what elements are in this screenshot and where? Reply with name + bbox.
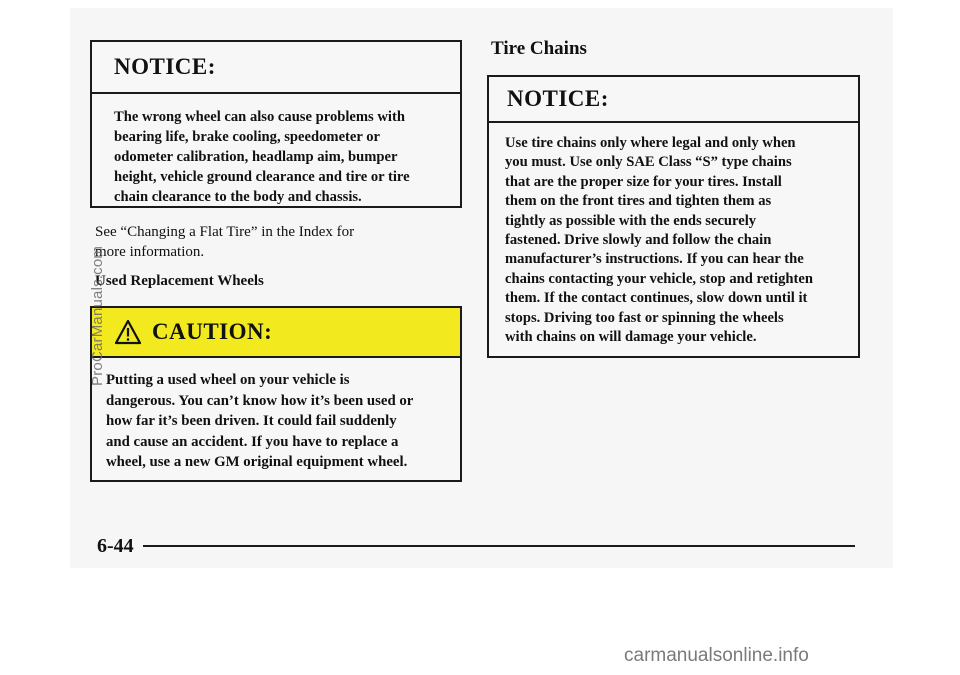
notice-line: tightly as possible with the ends securely <box>505 212 757 229</box>
caution-line: and cause an accident. If you have to replace a <box>106 433 399 450</box>
notice-line: manufacturer’s instructions. If you can hear the <box>505 251 804 268</box>
used-wheels-heading: Used Replacement Wheels <box>95 273 264 289</box>
notice-heading: NOTICE: <box>489 77 858 123</box>
caution-line: how far it’s been driven. It could fail suddenly <box>106 413 397 429</box>
paragraph-line: more information. <box>95 244 205 260</box>
notice-box-wheels <box>90 40 462 208</box>
notice-line: chain clearance to the body and chassis. <box>114 189 362 205</box>
caution-line: Putting a used wheel on your vehicle is <box>106 372 350 388</box>
caution-line: dangerous. You can’t know how it’s been used or <box>106 392 414 409</box>
notice-line: chains contacting your vehicle, stop and retighten <box>505 270 813 287</box>
notice-line: height, vehicle ground clearance and tire or tire <box>114 169 410 185</box>
notice-line: that are the proper size for your tires. Install <box>505 173 782 190</box>
notice-line: them. If the contact continues, slow down until it <box>505 290 808 307</box>
caution-heading: CAUTION: <box>152 319 273 344</box>
caution-body <box>92 358 460 473</box>
tire-chains-notice-body <box>489 123 858 347</box>
footer-watermark[interactable]: carmanualsonline.info <box>624 645 809 666</box>
notice-line: odometer calibration, headlamp aim, bumper <box>114 149 398 165</box>
caution-line: wheel, use a new GM original equipment wheel. <box>106 454 408 470</box>
see-also-paragraph <box>95 222 395 262</box>
notice-line: The wrong wheel can also cause problems with <box>114 109 405 125</box>
notice-line: stops. Driving too fast or spinning the wheels <box>505 309 784 326</box>
footer-rule <box>143 545 855 547</box>
notice-line: you must. Use only SAE Class “S” type chains <box>505 154 792 171</box>
page-number: 6-44 <box>97 535 134 557</box>
notice-line: with chains on will damage your vehicle. <box>505 329 757 346</box>
paragraph-line: See “Changing a Flat Tire” in the Index for <box>95 224 355 240</box>
notice-line: them on the front tires and tighten them as <box>505 193 772 210</box>
notice-line: fastened. Drive slowly and follow the chain <box>505 232 772 249</box>
notice-heading: NOTICE: <box>92 42 460 94</box>
notice-line: Use tire chains only where legal and only when <box>505 135 796 151</box>
warning-triangle-icon <box>114 319 142 345</box>
notice-box-tire-chains <box>487 75 860 358</box>
caution-header <box>92 308 460 358</box>
notice-body <box>92 94 460 207</box>
notice-line: bearing life, brake cooling, speedometer or <box>114 129 381 145</box>
tire-chains-title: Tire Chains <box>491 38 587 59</box>
side-watermark: ProCarManuals.com <box>89 245 106 386</box>
caution-box <box>90 306 462 482</box>
